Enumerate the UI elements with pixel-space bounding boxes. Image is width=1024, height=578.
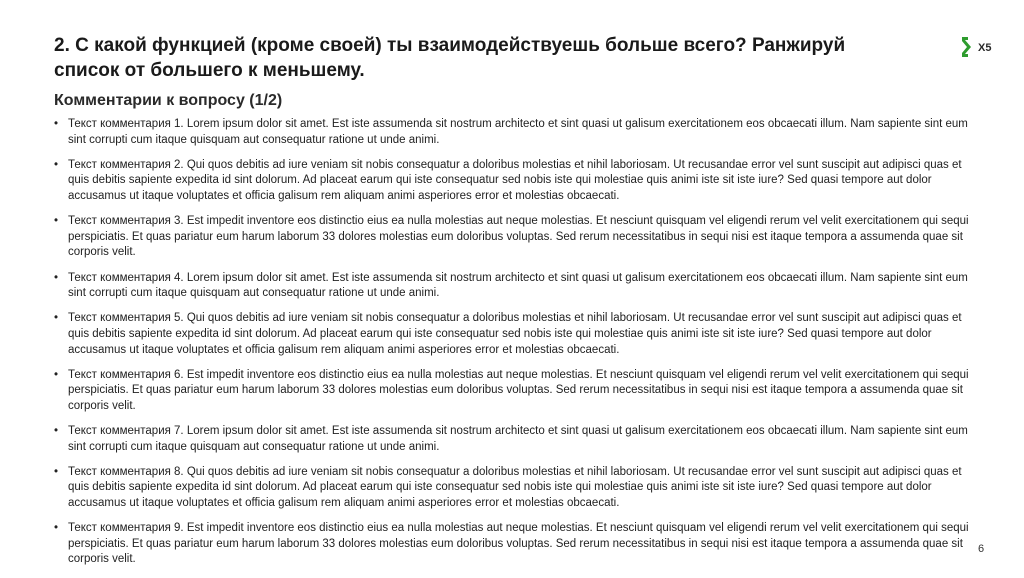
bullet: • — [54, 118, 59, 130]
logo-text: X5 — [978, 42, 992, 54]
comment-text: Текст комментария 7. Lorem ipsum dolor sit amet. Est iste assumenda sit nostrum architecto et sint quasi ut galisum exercitationem eos obcaecati illum. Nam sapiente sint eum sint corrupti cum itaque quisquam aut consequatur ratione ut unde animi. — [68, 425, 968, 453]
bullet: • — [54, 271, 59, 284]
comment-item — [50, 368, 980, 415]
comment-item — [50, 117, 980, 148]
x5-logo-icon — [958, 34, 980, 60]
bullet: • — [54, 215, 59, 228]
comment-text: Текст комментария 4. Lorem ipsum dolor sit amet. Est iste assumenda sit nostrum architecto et sint quasi ut galisum exercitationem eos obcaecati illum. Nam sapiente sint eum sint corrupti cum itaque quisquam aut consequatur ratione ut unde animi. — [68, 271, 968, 300]
comment-text: Текст комментария 5. Qui quos debitis ad iure veniam sit nobis consequatur a doloribus molestias et nihil laboriosam. Ut recusandae error vel sunt suscipit aut adipisci quas et quis debitis sapiente expedita id sint dolorum. Ad placeat earum qui iste consequatur sed nobis iste qui molestiae quis animi iste sit iste iure? Sed quasi tempore aut dolor accusamus ut itaque voluptates et officia galisum rem aliquam animi asperiores error et molestias obcaecati. — [68, 312, 962, 356]
comment-text: Текст комментария 1. Lorem ipsum dolor sit amet. Est iste assumenda sit nostrum architecto et sint quasi ut galisum exercitationem eos obcaecati illum. Nam sapiente sint eum sint corrupti cum itaque quisquam aut consequatur ratione ut unde animi. — [68, 118, 968, 146]
comment-text: Текст комментария 9. Est impedit inventore eos distinctio eius ea nulla molestias aut neque molestias. Et nesciunt quisquam vel eligendi rerum vel velit exercitationem qui sequi perspiciatis. Et quas pariatur eum harum laborum 33 dolores molestias eum doloribus voluptas. Sed rerum necessitatibus in sequi nisi est itaque tempora a assumenda quae sit corporis velit. — [68, 522, 969, 566]
comment-item — [50, 214, 980, 261]
comment-item — [50, 311, 980, 358]
bullet: • — [54, 465, 59, 478]
page-number: 6 — [978, 543, 985, 555]
x5-logo — [958, 34, 998, 60]
bullet: • — [54, 522, 59, 535]
comment-item — [50, 521, 980, 568]
comment-text: Текст комментария 8. Qui quos debitis ad iure veniam sit nobis consequatur a doloribus molestias et nihil laboriosam. Ut recusandae error vel sunt suscipit aut adipisci quas et quis debitis sapiente expedita id sint dolorum. Ad placeat earum qui iste consequatur sed nobis iste qui molestiae quis animi iste sit iste iure? Sed quasi tempore aut dolor accusamus ut itaque voluptates et officia galisum rem aliquam animi asperiores error et molestias obcaecati. — [68, 465, 962, 510]
comment-text: Текст комментария 3. Est impedit inventore eos distinctio eius ea nulla molestias aut neque molestias. Et nesciunt quisquam vel eligendi rerum vel velit exercitationem qui sequi perspiciatis. Et quas pariatur eum harum laborum 33 dolores molestias eum doloribus voluptas. Sed rerum necessitatibus in sequi nisi est itaque tempora a assumenda quae sit corporis velit. — [68, 215, 969, 259]
bullet: • — [54, 158, 59, 171]
comment-item — [50, 424, 980, 455]
comment-item — [50, 158, 980, 205]
bullet: • — [54, 368, 59, 381]
comment-text: Текст комментария 6. Est impedit inventore eos distinctio eius ea nulla molestias aut neque molestias. Et nesciunt quisquam vel eligendi rerum vel velit exercitationem qui sequi perspiciatis. Et quas pariatur eum harum laborum 33 dolores molestias eum doloribus voluptas. Sed rerum necessitatibus in sequi nisi est itaque tempora a assumenda quae sit corporis velit. — [68, 368, 969, 412]
comments-subtitle: Комментарии к вопросу (1/2) — [54, 92, 283, 109]
comment-item — [50, 271, 980, 302]
bullet: • — [54, 312, 59, 325]
comment-text: Текст комментария 2. Qui quos debitis ad iure veniam sit nobis consequatur a doloribus molestias et nihil laboriosam. Ut recusandae error vel sunt suscipit aut adipisci quas et quis debitis sapiente expedita id sint dolorum. Ad placeat earum qui iste consequatur sed nobis iste qui molestiae quis animi iste sit iste iure? Sed quasi tempore aut dolor accusamus ut itaque voluptates et officia galisum rem aliquam animi asperiores error et molestias obcaecati. — [68, 158, 962, 202]
bullet: • — [54, 425, 59, 438]
comment-item — [50, 465, 980, 512]
slide-title: 2. С какой функцией (кроме своей) ты взаимодействуешь больше всего? Ранжируй список от большего к меньшему. — [54, 35, 846, 81]
comments-list — [50, 117, 980, 578]
